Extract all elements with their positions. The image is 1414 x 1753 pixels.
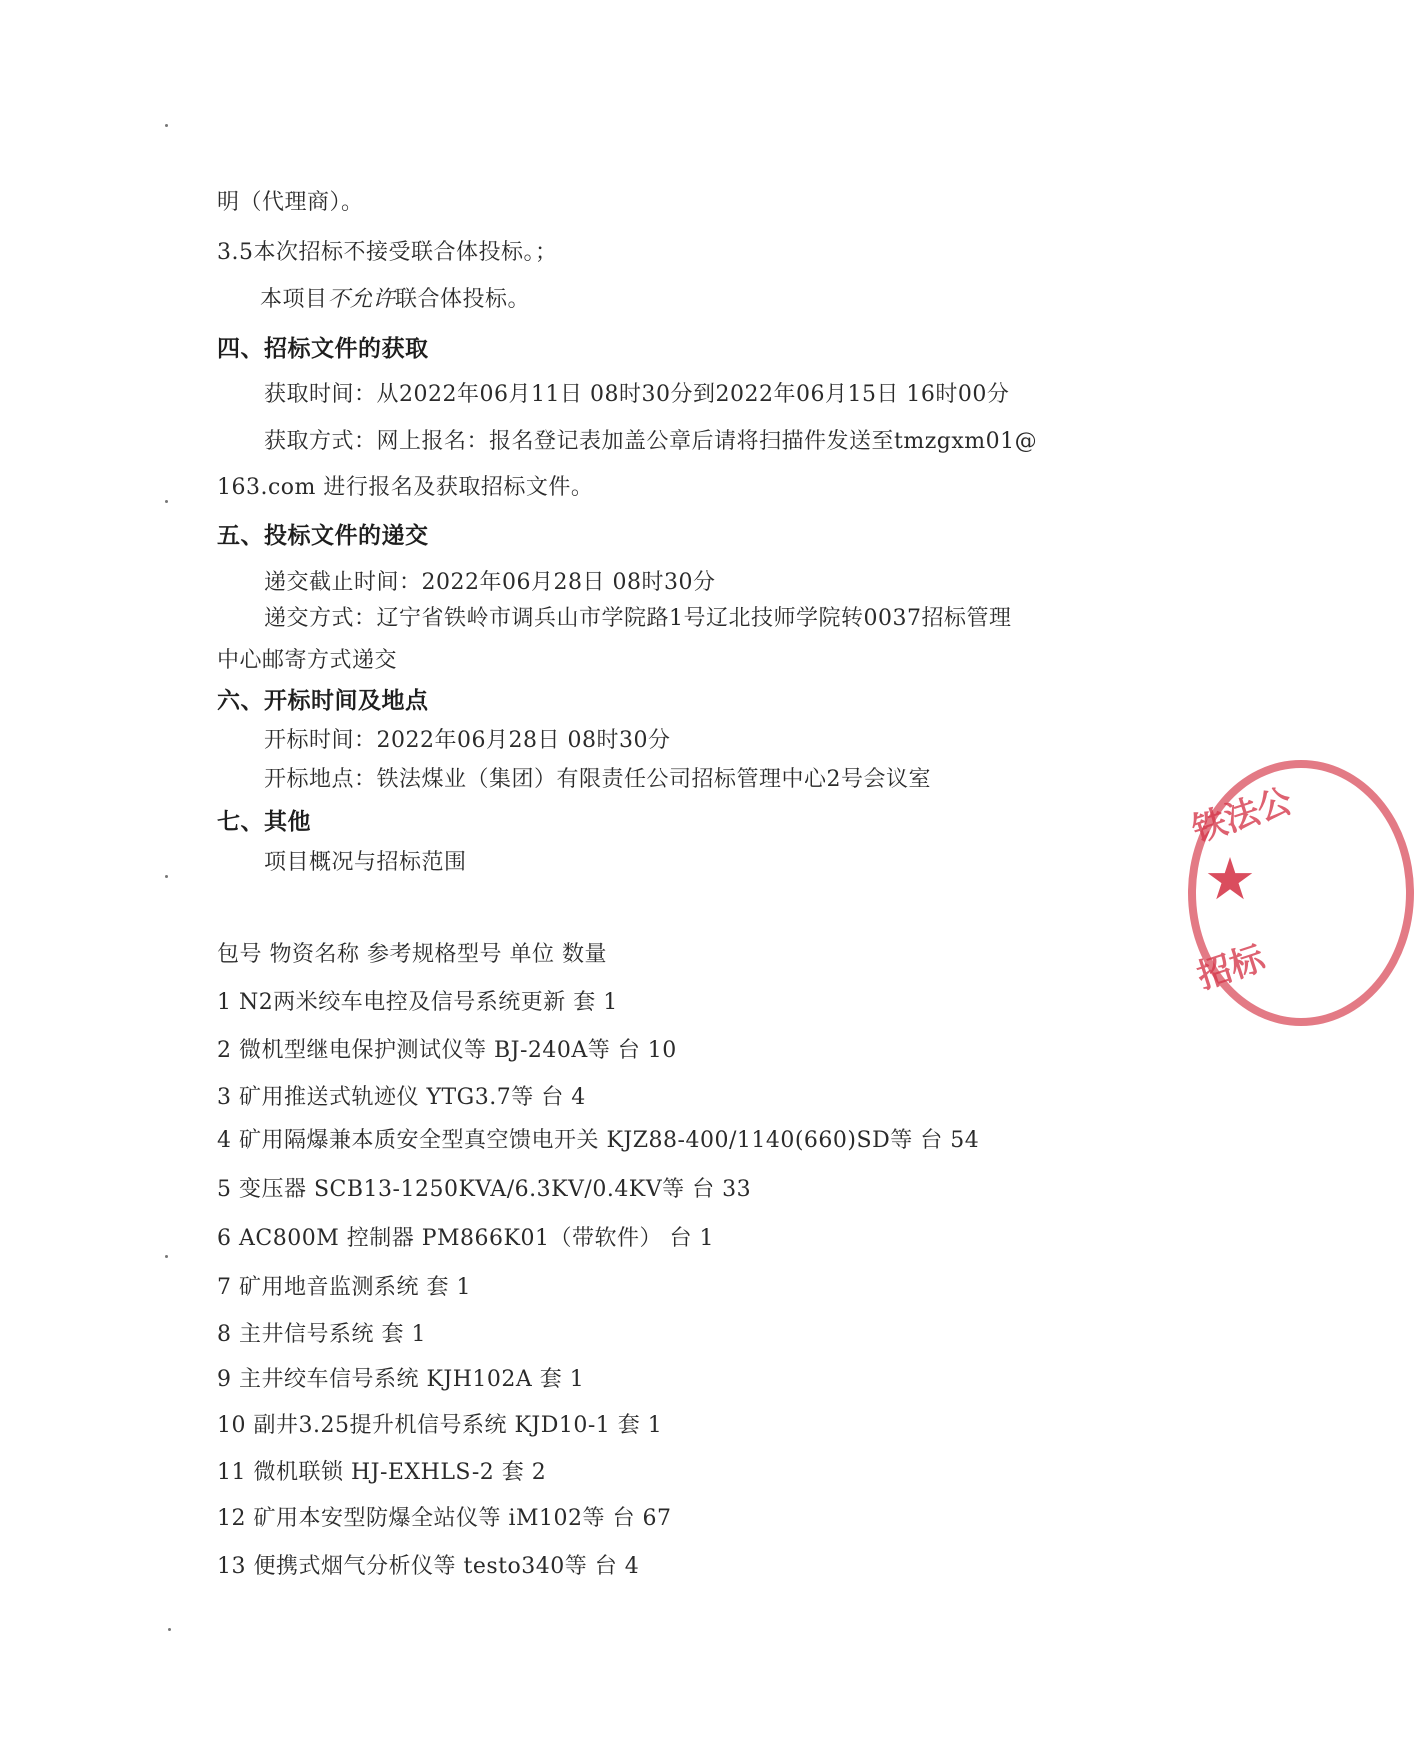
list-item: 3 矿用推送式轨迹仪 YTG3.7等 台 4 bbox=[217, 1085, 586, 1110]
text-line: 递交方式：辽宁省铁岭市调兵山市学院路1号辽北技师学院转0037招标管理 bbox=[264, 606, 1012, 631]
text-line: 163.com 进行报名及获取招标文件。 bbox=[217, 475, 594, 500]
list-item: 12 矿用本安型防爆全站仪等 iM102等 台 67 bbox=[217, 1506, 672, 1531]
list-item: 13 便携式烟气分析仪等 testo340等 台 4 bbox=[217, 1554, 640, 1579]
scan-speck bbox=[165, 1255, 168, 1258]
table-header: 包号 物资名称 参考规格型号 单位 数量 bbox=[217, 942, 607, 967]
scan-speck bbox=[165, 500, 168, 503]
text-line: 获取时间：从2022年06月11日 08时30分到2022年06月15日 16时00分 bbox=[264, 382, 1010, 407]
text-line: 3.5本次招标不接受联合体投标。； bbox=[217, 240, 558, 265]
scan-speck bbox=[165, 124, 168, 127]
text-line: 项目概况与招标范围 bbox=[264, 850, 467, 875]
seal-text: 铁法公 bbox=[1187, 781, 1297, 851]
seal-star-icon: ★ bbox=[1204, 845, 1256, 913]
list-item: 2 微机型继电保护测试仪等 BJ-240A等 台 10 bbox=[217, 1038, 677, 1063]
text-line: 递交截止时间：2022年06月28日 08时30分 bbox=[264, 570, 716, 595]
list-item: 1 N2两米绞车电控及信号系统更新 套 1 bbox=[217, 990, 618, 1015]
list-item: 11 微机联锁 HJ-EXHLS-2 套 2 bbox=[217, 1460, 547, 1485]
text-fragment: 本项目 bbox=[260, 287, 328, 312]
text-line: 开标时间：2022年06月28日 08时30分 bbox=[264, 728, 671, 753]
text-fragment: 联合体投标。 bbox=[395, 287, 531, 312]
list-item: 6 AC800M 控制器 PM866K01（带软件） 台 1 bbox=[217, 1226, 714, 1251]
text-line: 开标地点：铁法煤业（集团）有限责任公司招标管理中心2号会议室 bbox=[264, 767, 931, 792]
scan-speck bbox=[168, 1628, 171, 1631]
text-fragment-italic: 不允许 bbox=[327, 287, 396, 312]
seal-text: 招标 bbox=[1192, 938, 1270, 998]
section-heading: 六、开标时间及地点 bbox=[217, 687, 429, 714]
text-line: 获取方式：网上报名：报名登记表加盖公章后请将扫描件发送至tmzgxm01@ bbox=[264, 429, 1038, 454]
section-heading: 七、其他 bbox=[217, 808, 311, 835]
list-item: 5 变压器 SCB13-1250KVA/6.3KV/0.4KV等 台 33 bbox=[217, 1177, 752, 1202]
list-item: 4 矿用隔爆兼本质安全型真空馈电开关 KJZ88-400/1140(660)SD等 台 54 bbox=[217, 1128, 980, 1153]
text-line: 明（代理商）。 bbox=[217, 190, 364, 215]
list-item: 10 副井3.25提升机信号系统 KJD10-1 套 1 bbox=[217, 1413, 663, 1438]
list-item: 8 主井信号系统 套 1 bbox=[217, 1322, 426, 1347]
scan-speck bbox=[165, 875, 168, 878]
list-item: 9 主井绞车信号系统 KJH102A 套 1 bbox=[217, 1367, 585, 1392]
list-item: 7 矿用地音监测系统 套 1 bbox=[217, 1275, 471, 1300]
section-heading: 五、投标文件的递交 bbox=[217, 522, 429, 549]
joint-bid-line bbox=[260, 285, 530, 315]
section-heading: 四、招标文件的获取 bbox=[217, 335, 429, 362]
text-line: 中心邮寄方式递交 bbox=[217, 648, 398, 673]
